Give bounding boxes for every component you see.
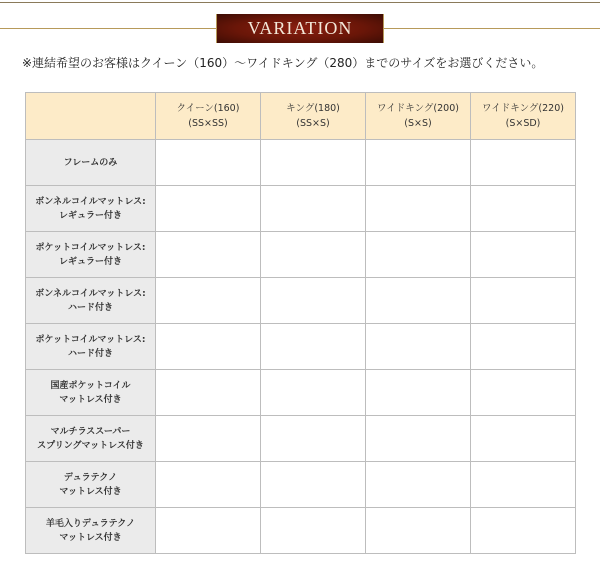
- column-code: (S×SD): [505, 118, 541, 129]
- row-label-line: レギュラー付き: [58, 210, 122, 221]
- table-cell: [156, 186, 261, 232]
- row-label-line: マットレス付き: [59, 394, 122, 405]
- table-cell: [156, 324, 261, 370]
- table-cell: [366, 370, 471, 416]
- header-row: [26, 93, 576, 140]
- table-cell: [366, 278, 471, 324]
- table-cell: [261, 140, 366, 186]
- table-cell: [366, 186, 471, 232]
- table-cell: [156, 278, 261, 324]
- table-cell: [261, 462, 366, 508]
- table-cell: [471, 508, 576, 554]
- table-cell: [156, 462, 261, 508]
- section-header: [0, 14, 600, 43]
- table-cell: [156, 416, 261, 462]
- table-cell: [261, 370, 366, 416]
- table-cell: [471, 416, 576, 462]
- table-row: [26, 324, 576, 370]
- column-code: (SS×SS): [188, 118, 228, 129]
- column-header-king: [261, 93, 366, 140]
- row-label-line: 国産ポケットコイル: [50, 380, 131, 391]
- column-code: (SS×S): [296, 118, 330, 129]
- row-label: [26, 186, 156, 232]
- row-label-line: レギュラー付き: [58, 256, 122, 267]
- table-cell: [471, 370, 576, 416]
- row-label: [26, 140, 156, 186]
- row-label: [26, 370, 156, 416]
- table-cell: [156, 232, 261, 278]
- table-cell: [471, 324, 576, 370]
- table-cell: [471, 140, 576, 186]
- table-cell: [261, 508, 366, 554]
- row-label-line: 羊毛入りデュラテクノ: [45, 518, 136, 529]
- table-cell: [366, 324, 471, 370]
- table-row: [26, 232, 576, 278]
- row-label-line: マットレス付き: [59, 532, 122, 543]
- table-cell: [471, 462, 576, 508]
- table-cell: [366, 462, 471, 508]
- table-cell: [471, 232, 576, 278]
- column-name: ワイドキング(200): [377, 103, 459, 114]
- row-label-line: スプリングマットレス付き: [37, 440, 144, 451]
- column-header-wide-king-220: [471, 93, 576, 140]
- size-notice: ※連結希望のお客様はクイーン（160）〜ワイドキング（280）までのサイズをお選びください。: [22, 56, 544, 70]
- table-row: [26, 508, 576, 554]
- table-row: [26, 370, 576, 416]
- column-name: ワイドキング(220): [482, 103, 564, 114]
- table-cell: [156, 508, 261, 554]
- row-label: [26, 508, 156, 554]
- row-label-line: ポケットコイルマットレス:: [35, 334, 146, 345]
- table-row: [26, 278, 576, 324]
- table-row: [26, 416, 576, 462]
- top-divider: [0, 2, 600, 3]
- table-cell: [366, 416, 471, 462]
- table-cell: [366, 232, 471, 278]
- row-label: [26, 416, 156, 462]
- row-label: [26, 324, 156, 370]
- row-label: [26, 278, 156, 324]
- row-label-line: ハード付き: [67, 348, 113, 359]
- page-title: VARIATION: [247, 18, 353, 38]
- row-label-line: ボンネルコイルマットレス:: [35, 196, 146, 207]
- row-label-line: ボンネルコイルマットレス:: [35, 288, 146, 299]
- title-banner: [216, 14, 384, 43]
- table-cell: [261, 186, 366, 232]
- column-header-queen: [156, 93, 261, 140]
- table-cell: [471, 186, 576, 232]
- table-cell: [261, 324, 366, 370]
- table-cell: [156, 140, 261, 186]
- table-cell: [261, 278, 366, 324]
- row-label-line: ハード付き: [67, 302, 113, 313]
- row-label-line: フレームのみ: [63, 157, 118, 168]
- column-name: クイーン(160): [176, 103, 240, 114]
- table-cell: [261, 232, 366, 278]
- row-label-line: ポケットコイルマットレス:: [35, 242, 146, 253]
- column-code: (S×S): [404, 118, 432, 129]
- table-row: [26, 140, 576, 186]
- table-cell: [366, 140, 471, 186]
- table-cell: [366, 508, 471, 554]
- table-row: [26, 186, 576, 232]
- row-label-line: デュラテクノ: [63, 472, 118, 483]
- variation-table: [25, 92, 576, 554]
- table-cell: [261, 416, 366, 462]
- row-label-line: マルチラススーパー: [50, 426, 131, 437]
- table-cell: [471, 278, 576, 324]
- table-cell: [156, 370, 261, 416]
- row-label-line: マットレス付き: [59, 486, 122, 497]
- column-header-wide-king-200: [366, 93, 471, 140]
- row-label: [26, 462, 156, 508]
- table-row: [26, 462, 576, 508]
- column-name: キング(180): [286, 103, 340, 114]
- corner-cell: [26, 93, 156, 140]
- row-label: [26, 232, 156, 278]
